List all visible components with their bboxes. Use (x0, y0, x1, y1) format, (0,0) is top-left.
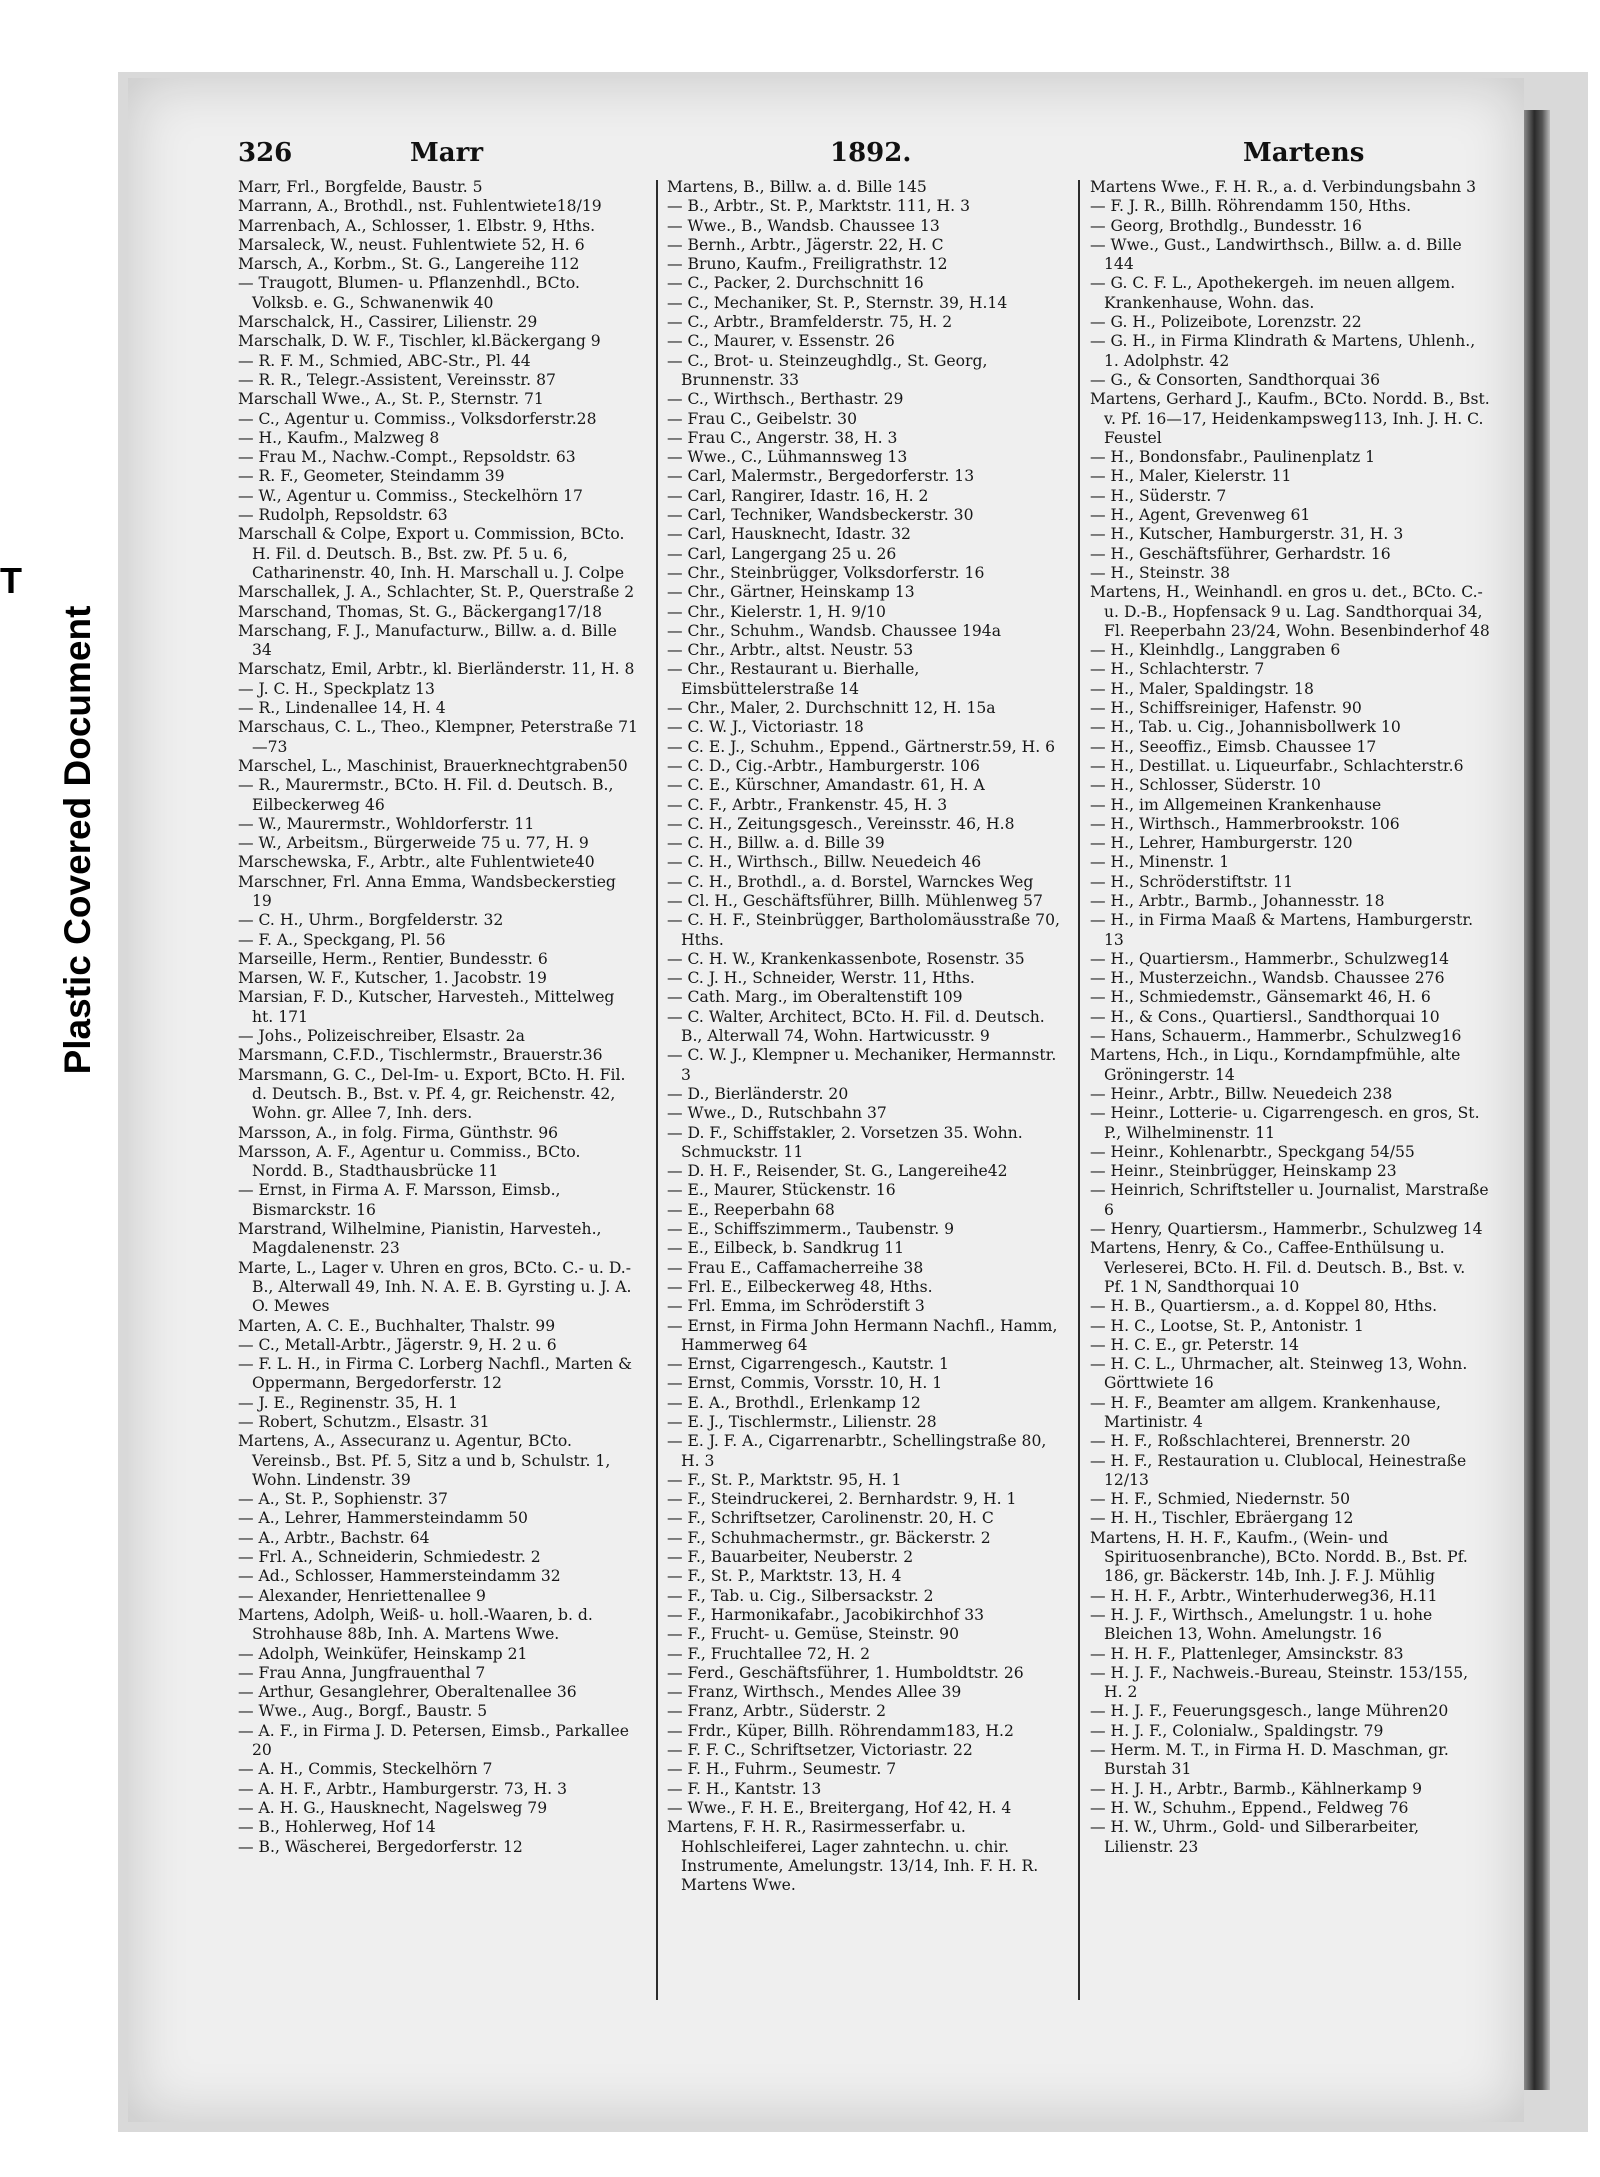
directory-entry: — Wwe., C., Lühmannsweg 13 (667, 448, 908, 467)
directory-entry: — D. F., Schiffstakler, 2. Vorsetzen 35. Wohn. Schmuckstr. 11 (667, 1123, 1023, 1161)
directory-entry: Martens, B., Billw. a. d. Bille 145 (667, 178, 927, 196)
directory-entry: — C. H., Zeitungsgesch., Vereinsstr. 46, H.8 (667, 814, 1015, 833)
directory-entry: — C., Packer, 2. Durchschnitt 16 (667, 274, 924, 293)
directory-entry: — C. D., Cig.-Arbtr., Hamburgerstr. 106 (667, 756, 980, 775)
directory-entry: — C., Agentur u. Commiss., Volksdorferstr.28 (238, 409, 597, 428)
column-rule (656, 180, 658, 2000)
directory-entry: — H., Schmiedemstr., Gänsemarkt 46, H. 6 (1090, 988, 1431, 1007)
directory-entry: Marrann, A., Brothdl., nst. Fuhlentwiete18/19 (238, 197, 602, 216)
directory-entry: — H. J. F., Colonialw., Spaldingstr. 79 (1090, 1721, 1384, 1740)
directory-entry: — A., Lehrer, Hammersteindamm 50 (238, 1509, 528, 1528)
directory-entry: — B., Hohlerweg, Hof 14 (238, 1818, 436, 1837)
directory-entry: — F., Harmonikafabr., Jacobikirchhof 33 (667, 1605, 985, 1624)
directory-entry: — Chr., Arbtr., altst. Neustr. 53 (667, 641, 914, 660)
directory-entry: Martens, A., Assecuranz u. Agentur, BCto. Vereinsb., Bst. Pf. 5, Sitz a und b, Schulstr. 1, Wohn. Lindenstr. 39 (238, 1432, 611, 1489)
directory-entry: — F., Frucht- u. Gemüse, Steinstr. 90 (667, 1625, 959, 1644)
directory-entry: — Carl, Langergang 25 u. 26 (667, 544, 897, 563)
directory-entry: — C., Maurer, v. Essenstr. 26 (667, 332, 895, 351)
directory-entry: — H., Tab. u. Cig., Johannisbollwerk 10 (1090, 718, 1401, 737)
directory-entry: — Cl. H., Geschäftsführer, Billh. Mühlenweg 57 (667, 891, 1043, 910)
directory-entry: Marschall Wwe., A., St. P., Sternstr. 71 (238, 390, 544, 409)
directory-entry: — Franz, Arbtr., Süderstr. 2 (667, 1702, 887, 1721)
directory-entry: — H., in Firma Maaß & Martens, Hamburgerstr. 13 (1090, 911, 1474, 949)
directory-entry: Marschall & Colpe, Export u. Commission, BCto. H. Fil. d. Deutsch. B., Bst. zw. Pf. 5 u. 6, Catharinenstr. 40, Inh. H. Marschall u. J. Colpe (238, 525, 625, 582)
directory-entry: — Franz, Wirthsch., Mendes Allee 39 (667, 1683, 962, 1702)
directory-entry: — C., Mechaniker, St. P., Sternstr. 39, H.14 (667, 293, 1008, 312)
directory-entry: — F., Fruchtallee 72, H. 2 (667, 1644, 871, 1663)
directory-entry: — A. H., Commis, Steckelhörn 7 (238, 1760, 493, 1779)
directory-entry: — C. J. H., Schneider, Werstr. 11, Hths. (667, 969, 975, 988)
directory-column-2 (667, 178, 1067, 1895)
directory-entry: — E., Eilbeck, b. Sandkrug 11 (667, 1239, 905, 1258)
directory-entry: — H., Schiffsreiniger, Hafenstr. 90 (1090, 699, 1362, 718)
directory-entry: — G. H., Polizeibote, Lorenzstr. 22 (1090, 313, 1362, 332)
directory-entry: — G. C. F. L., Apothekergeh. im neuen allgem. Krankenhause, Wohn. das. (1090, 274, 1456, 312)
directory-entry: — A., St. P., Sophienstr. 37 (238, 1490, 448, 1509)
directory-entry: Martens, F. H. R., Rasirmesserfabr. u. Hohlschleiferei, Lager zahntechn. u. chir. Instrumente, Amelungstr. 13/14, Inh. F. H. R. Martens Wwe. (667, 1818, 1039, 1895)
directory-entry: — Chr., Maler, 2. Durchschnitt 12, H. 15a (667, 699, 996, 718)
directory-entry: — F. H., Kantstr. 13 (667, 1779, 822, 1798)
directory-entry: — H. J. F., Feuerungsgesch., lange Mühren20 (1090, 1702, 1449, 1721)
directory-entry: — Chr., Schuhm., Wandsb. Chaussee 194a (667, 621, 1002, 640)
directory-entry: — A., Arbtr., Bachstr. 64 (238, 1528, 430, 1547)
directory-entry: — Alexander, Henriettenallee 9 (238, 1586, 486, 1605)
directory-entry: Marsaleck, W., neust. Fuhlentwiete 52, H. 6 (238, 235, 585, 254)
directory-entry: — H., Kleinhdlg., Langgraben 6 (1090, 641, 1341, 660)
column-rule (1078, 180, 1080, 2000)
directory-entry: Martens, H., Weinhandl. en gros u. det., BCto. C.- u. D.-B., Hopfensack 9 u. Lag. Sandthorquai 34, Fl. Reeperbahn 23/24, Wohn. Besenbinderhof 48 (1090, 583, 1490, 640)
directory-entry: — Frl. E., Eilbeckerweg 48, Hths. (667, 1277, 933, 1296)
directory-entry: — H., Kutscher, Hamburgerstr. 31, H. 3 (1090, 525, 1404, 544)
directory-entry: — C. W. J., Klempner u. Mechaniker, Hermannstr. 3 (667, 1046, 1057, 1084)
directory-entry: — C. H., Wirthsch., Billw. Neuedeich 46 (667, 853, 982, 872)
directory-entry: Marschel, L., Maschinist, Brauerknechtgraben50 (238, 756, 628, 775)
header-last-keyword: Martens (1243, 138, 1365, 168)
directory-entry: — H. B., Quartiersm., a. d. Koppel 80, Hths. (1090, 1297, 1438, 1316)
directory-entry: Marsson, A., in folg. Firma, Günthstr. 96 (238, 1123, 559, 1142)
directory-entry: — W., Agentur u. Commiss., Steckelhörn 17 (238, 486, 583, 505)
directory-entry: Marsson, A. F., Agentur u. Commiss., BCto. Nordd. B., Stadthausbrücke 11 (238, 1142, 581, 1181)
directory-entry: — H., Geschäftsführer, Gerhardstr. 16 (1090, 544, 1391, 563)
directory-entry: — H., Schlosser, Süderstr. 10 (1090, 776, 1321, 795)
directory-entry: — Hans, Schauerm., Hammerbr., Schulzweg16 (1090, 1027, 1462, 1046)
directory-entry: — Carl, Malermstr., Bergedorferstr. 13 (667, 467, 975, 486)
directory-entry: — H., Minenstr. 1 (1090, 853, 1230, 872)
directory-entry: — F., Schuhmachermstr., gr. Bäckerstr. 2 (667, 1528, 991, 1547)
directory-entry: — A. H. F., Arbtr., Hamburgerstr. 73, H. 3 (238, 1779, 568, 1798)
directory-entry: — H. C. L., Uhrmacher, alt. Steinweg 13, Wohn. Görttwiete 16 (1090, 1355, 1468, 1393)
directory-entry: — Rudolph, Repsoldstr. 63 (238, 506, 448, 525)
directory-entry: — H. C., Lootse, St. P., Antonistr. 1 (1090, 1316, 1364, 1335)
directory-entry: — Carl, Hausknecht, Idastr. 32 (667, 525, 911, 544)
directory-entry: — F., Bauarbeiter, Neuberstr. 2 (667, 1548, 914, 1567)
directory-entry: — C., Wirthsch., Berthastr. 29 (667, 390, 904, 409)
directory-entry: — R. R., Telegr.-Assistent, Vereinsstr. 87 (238, 370, 556, 389)
directory-entry: — Adolph, Weinküfer, Heinskamp 21 (238, 1644, 528, 1663)
directory-entry: — Wwe., F. H. E., Breitergang, Hof 42, H. 4 (667, 1798, 1012, 1817)
directory-entry: — Georg, Brothdlg., Bundesstr. 16 (1090, 216, 1362, 235)
directory-entry: — Herm. M. T., in Firma H. D. Maschman, gr. Burstah 31 (1090, 1741, 1449, 1779)
directory-entry: Marschalk, D. W. F., Tischler, kl.Bäckergang 9 (238, 332, 601, 351)
directory-entry: — H. F., Roßschlachterei, Brennerstr. 20 (1090, 1432, 1411, 1451)
directory-entry: — H., im Allgemeinen Krankenhause (1090, 795, 1382, 814)
directory-entry: — R., Maurermstr., BCto. H. Fil. d. Deutsch. B., Eilbeckerweg 46 (238, 776, 614, 814)
plastic-covered-label-text: Plastic Covered Document (57, 605, 98, 1075)
plastic-covered-label (28, 560, 128, 1120)
directory-entry: — F., St. P., Marktstr. 95, H. 1 (667, 1470, 902, 1489)
directory-entry: — H. W., Uhrm., Gold- und Silberarbeiter, Lilienstr. 23 (1090, 1818, 1420, 1856)
directory-entry: — H., Kaufm., Malzweg 8 (238, 428, 440, 447)
directory-entry: — H., Wirthsch., Hammerbrookstr. 106 (1090, 814, 1400, 833)
directory-entry: — E. J. F. A., Cigarrenarbtr., Schellingstraße 80, H. 3 (667, 1432, 1047, 1470)
directory-entry: — C. E. J., Schuhm., Eppend., Gärtnerstr.59, H. 6 (667, 737, 1056, 756)
directory-entry: Marschner, Frl. Anna Emma, Wandsbeckerstieg 19 (238, 872, 616, 910)
directory-entry: — Chr., Steinbrügger, Volksdorferstr. 16 (667, 563, 985, 582)
directory-entry: — E., Reeperbahn 68 (667, 1200, 835, 1219)
directory-entry: — Ernst, in Firma A. F. Marsson, Eimsb., Bismarckstr. 16 (238, 1181, 561, 1219)
directory-entry: — Frau E., Caffamacherreihe 38 (667, 1258, 924, 1277)
directory-entry: — C. H. F., Steinbrügger, Bartholomäusstraße 70, Hths. (667, 911, 1060, 949)
directory-entry: — H., Schröderstiftstr. 11 (1090, 872, 1294, 891)
directory-entry: — C. H. W., Krankenkassenbote, Rosenstr. 35 (667, 949, 1025, 968)
directory-entry: — G. H., in Firma Klindrath & Martens, Uhlenh., 1. Adolphstr. 42 (1090, 332, 1476, 370)
directory-entry: — B., Wäscherei, Bergedorferstr. 12 (238, 1837, 523, 1856)
directory-entry: — Frl. A., Schneiderin, Schmiedestr. 2 (238, 1548, 541, 1567)
header-year: 1892. (830, 138, 912, 168)
directory-entry: — C., Brot- u. Steinzeughdlg., St. Georg, Brunnenstr. 33 (667, 351, 988, 389)
directory-entry: — R., Lindenallee 14, H. 4 (238, 699, 446, 718)
directory-entry: — F. A., Speckgang, Pl. 56 (238, 930, 446, 949)
directory-entry: — Johs., Polizeischreiber, Elsastr. 2a (238, 1027, 525, 1046)
directory-entry: — H., Schlachterstr. 7 (1090, 660, 1265, 679)
directory-entry: — H., Musterzeichn., Wandsb. Chaussee 276 (1090, 969, 1445, 988)
directory-entry: — F. H., Fuhrm., Seumestr. 7 (667, 1760, 897, 1779)
directory-entry: — Carl, Rangirer, Idastr. 16, H. 2 (667, 486, 929, 505)
directory-entry: Marschand, Thomas, St. G., Bäckergang17/18 (238, 602, 603, 621)
directory-entry: — H., Steinstr. 38 (1090, 563, 1230, 582)
directory-entry: — Chr., Restaurant u. Bierhalle, Eimsbüttelerstraße 14 (667, 660, 920, 698)
directory-entry: — H., Lehrer, Hamburgerstr. 120 (1090, 834, 1353, 853)
directory-entry: — H., Seeoffiz., Eimsb. Chaussee 17 (1090, 737, 1377, 756)
directory-entry: Marr, Frl., Borgfelde, Baustr. 5 (238, 178, 483, 196)
directory-entry: — H. F., Beamter am allgem. Krankenhause, Martinistr. 4 (1090, 1393, 1441, 1431)
directory-entry: — Bernh., Arbtr., Jägerstr. 22, H. C (667, 235, 944, 254)
directory-entry: Marschang, F. J., Manufacturw., Billw. a. d. Bille 34 (238, 621, 617, 660)
directory-entry: Marschallek, J. A., Schlachter, St. P., Querstraße 2 (238, 583, 635, 602)
directory-entry: Marseille, Herm., Rentier, Bundesstr. 6 (238, 949, 548, 968)
directory-entry: — H., Agent, Grevenweg 61 (1090, 506, 1311, 525)
directory-entry: Marstrand, Wilhelmine, Pianistin, Harvesteh., Magdalenenstr. 23 (238, 1220, 602, 1258)
directory-entry: — J. C. H., Speckplatz 13 (238, 679, 435, 698)
directory-entry: Marsch, A., Korbm., St. G., Langereihe 112 (238, 255, 580, 274)
directory-entry: — Heinrich, Schriftsteller u. Journalist, Marstraße 6 (1090, 1181, 1489, 1219)
directory-entry: — Frau C., Geibelstr. 30 (667, 409, 858, 428)
directory-entry: — Cath. Marg., im Oberaltenstift 109 (667, 988, 963, 1007)
directory-entry: — F., Schriftsetzer, Carolinenstr. 20, H. C (667, 1509, 994, 1528)
directory-entry: — H., Maler, Kielerstr. 11 (1090, 467, 1292, 486)
directory-entry: — Ad., Schlosser, Hammersteindamm 32 (238, 1567, 561, 1586)
directory-entry: Marte, L., Lager v. Uhren en gros, BCto. C.- u. D.-B., Alterwall 49, Inh. N. A. E. B. Gyrsting u. J. A. O. Mewes (238, 1258, 632, 1316)
page-edge (1524, 110, 1550, 2090)
directory-entry: — C. H., Uhrm., Borgfelderstr. 32 (238, 911, 504, 930)
directory-entry: — Traugott, Blumen- u. Pflanzenhdl., BCto. Volksb. e. G., Schwanenwik 40 (238, 274, 580, 312)
directory-entry: — J. E., Reginenstr. 35, H. 1 (238, 1393, 459, 1412)
directory-entry: Marten, A. C. E., Buchhalter, Thalstr. 99 (238, 1316, 556, 1335)
directory-entry: — E. J., Tischlermstr., Lilienstr. 28 (667, 1413, 937, 1431)
directory-entry: — C. W. J., Victoriastr. 18 (667, 718, 864, 737)
directory-entry: — H. C. E., gr. Peterstr. 14 (1090, 1335, 1299, 1354)
directory-entry: — Frl. Emma, im Schröderstift 3 (667, 1297, 925, 1316)
directory-entry: — Ernst, Commis, Vorsstr. 10, H. 1 (667, 1374, 943, 1393)
directory-entry: — C., Metall-Arbtr., Jägerstr. 9, H. 2 u. 6 (238, 1335, 557, 1354)
directory-entry: — F., St. P., Marktstr. 13, H. 4 (667, 1567, 902, 1586)
directory-entry: — C. Walter, Architect, BCto. H. Fil. d. Deutsch. B., Alterwall 74, Wohn. Hartwicusstr. 9 (667, 1007, 1045, 1046)
directory-entry: — F. F. C., Schriftsetzer, Victoriastr. 22 (667, 1741, 973, 1760)
directory-entry: Marrenbach, A., Schlosser, 1. Elbstr. 9, Hths. (238, 216, 596, 235)
directory-entry: Marsmann, C.F.D., Tischlermstr., Brauerstr.36 (238, 1046, 603, 1065)
directory-entry: — F., Tab. u. Cig., Silbersackstr. 2 (667, 1586, 934, 1605)
directory-entry: Martens, Gerhard J., Kaufm., BCto. Nordd. B., Bst. v. Pf. 16—17, Heidenkampsweg113, Inh. J. H. C. Feustel (1090, 390, 1490, 447)
directory-entry: Marsian, F. D., Kutscher, Harvesteh., Mittelweg ht. 171 (238, 988, 615, 1026)
directory-entry: — C. E., Kürschner, Amandastr. 61, H. A (667, 776, 985, 795)
directory-entry: — G., & Consorten, Sandthorquai 36 (1090, 370, 1381, 389)
directory-entry: — A. H. G., Hausknecht, Nagelsweg 79 (238, 1798, 548, 1817)
directory-entry: — F., Steindruckerei, 2. Bernhardstr. 9, H. 1 (667, 1490, 1017, 1509)
directory-entry: — H. W., Schuhm., Eppend., Feldweg 76 (1090, 1798, 1409, 1817)
directory-entry: Martens, Henry, & Co., Caffee-Enthülsung u. Verleserei, BCto. H. Fil. d. Deutsch. B., Bst. v. Pf. 1 N, Sandthorquai 10 (1090, 1239, 1466, 1296)
directory-entry: Marschalck, H., Cassirer, Lilienstr. 29 (238, 313, 538, 332)
directory-entry: — F. L. H., in Firma C. Lorberg Nachfl., Marten & Oppermann, Bergedorferstr. 12 (238, 1355, 633, 1393)
directory-column-3 (1090, 178, 1490, 1857)
directory-entry: — Ernst, in Firma John Hermann Nachfl., Hamm, Hammerweg 64 (667, 1316, 1058, 1354)
directory-entry: — Heinr., Kohlenarbtr., Speckgang 54/55 (1090, 1142, 1415, 1161)
page-header (238, 138, 1388, 178)
directory-entry: — H. F., Schmied, Niedernstr. 50 (1090, 1490, 1351, 1509)
directory-entry: — H. H. F., Plattenleger, Amsinckstr. 83 (1090, 1644, 1404, 1663)
directory-entry: Martens, H. H. F., Kaufm., (Wein- und Spirituosenbranche), BCto. Nordd. B., Bst. Pf. 186, gr. Bäckerstr. 14b, Inh. J. F. J. Mühlig (1090, 1528, 1468, 1586)
directory-entry: Martens, Adolph, Weiß- u. holl.-Waaren, b. d. Strohhause 88b, Inh. A. Martens Wwe. (238, 1605, 593, 1644)
directory-entry: Martens, Hch., in Liqu., Korndampfmühle, alte Gröningerstr. 14 (1090, 1046, 1461, 1084)
directory-entry: — R. F. M., Schmied, ABC-Str., Pl. 44 (238, 351, 531, 370)
directory-entry: — Arthur, Gesanglehrer, Oberaltenallee 36 (238, 1683, 577, 1702)
directory-entry: — H. J. F., Nachweis.-Bureau, Steinstr. 153/155, H. 2 (1090, 1663, 1469, 1702)
directory-entry: — W., Maurermstr., Wohldorferstr. 11 (238, 814, 535, 833)
directory-entry: — D., Bierländerstr. 20 (667, 1084, 849, 1103)
directory-entry: — E., Maurer, Stückenstr. 16 (667, 1181, 896, 1200)
directory-entry: — Heinr., Lotterie- u. Cigarrengesch. en gros, St. P., Wilhelminenstr. 11 (1090, 1104, 1480, 1142)
directory-entry: — Wwe., D., Rutschbahn 37 (667, 1104, 887, 1123)
directory-entry: — Wwe., Gust., Landwirthsch., Billw. a. d. Bille 144 (1090, 235, 1462, 274)
directory-entry: — Bruno, Kaufm., Freiligrathstr. 12 (667, 255, 948, 274)
directory-entry: — A. F., in Firma J. D. Petersen, Eimsb., Parkallee 20 (238, 1721, 629, 1760)
directory-entry: — C., Arbtr., Bramfelderstr. 75, H. 2 (667, 313, 953, 332)
directory-entry: — H. J. H., Arbtr., Barmb., Kählnerkamp 9 (1090, 1779, 1423, 1798)
directory-entry: Marschaus, C. L., Theo., Klempner, Peterstraße 71—73 (238, 718, 638, 756)
directory-entry: — H., Arbtr., Barmb., Johannesstr. 18 (1090, 891, 1385, 910)
directory-entry: — Heinr., Arbtr., Billw. Neuedeich 238 (1090, 1084, 1393, 1103)
directory-entry: — Frau M., Nachw.-Compt., Repsoldstr. 63 (238, 448, 576, 467)
header-first-keyword: Marr (410, 138, 484, 168)
directory-entry: Marschatz, Emil, Arbtr., kl. Bierländerstr. 11, H. 8 (238, 660, 635, 679)
directory-entry: — W., Arbeitsm., Bürgerweide 75 u. 77, H. 9 (238, 834, 589, 853)
directory-entry: — E. A., Brothdl., Erlenkamp 12 (667, 1393, 921, 1412)
directory-entry: — Robert, Schutzm., Elsastr. 31 (238, 1413, 490, 1431)
directory-entry: Marsen, W. F., Kutscher, 1. Jacobstr. 19 (238, 969, 547, 988)
directory-entry: — Chr., Gärtner, Heinskamp 13 (667, 583, 915, 602)
directory-entry: — Wwe., B., Wandsb. Chaussee 13 (667, 216, 940, 235)
directory-entry: Marsmann, G. C., Del-Im- u. Export, BCto. H. Fil. d. Deutsch. B., Bst. v. Pf. 4, gr. Reichenstr. 42, Wohn. gr. Allee 7, Inh. ders. (238, 1065, 626, 1123)
directory-entry: Marschewska, F., Arbtr., alte Fuhlentwiete40 (238, 853, 595, 872)
directory-entry: — F. J. R., Billh. Röhrendamm 150, Hths. (1090, 197, 1412, 216)
directory-entry: — Wwe., Aug., Borgf., Baustr. 5 (238, 1702, 488, 1721)
directory-entry: — H. J. F., Wirthsch., Amelungstr. 1 u. hohe Bleichen 13, Wohn. Amelungstr. 16 (1090, 1605, 1433, 1644)
directory-entry: — Ernst, Cigarrengesch., Kautstr. 1 (667, 1355, 949, 1374)
directory-entry: — H., Süderstr. 7 (1090, 486, 1227, 505)
directory-entry: — Frau C., Angerstr. 38, H. 3 (667, 428, 898, 447)
directory-entry: — H., Destillat. u. Liqueurfabr., Schlachterstr.6 (1090, 756, 1464, 775)
directory-entry: — Chr., Kielerstr. 1, H. 9/10 (667, 602, 886, 621)
directory-column-1 (238, 178, 638, 1857)
sidebar-cut-text: T (0, 560, 22, 601)
directory-entry: — D. H. F., Reisender, St. G., Langereihe42 (667, 1162, 1008, 1181)
directory-entry: — H. H., Tischler, Ebräergang 12 (1090, 1509, 1354, 1528)
directory-entry: — H. F., Restauration u. Clublocal, Heinestraße 12/13 (1090, 1451, 1467, 1489)
directory-entry: — Ferd., Geschäftsführer, 1. Humboldtstr. 26 (667, 1663, 1024, 1682)
directory-entry: — H., Maler, Spaldingstr. 18 (1090, 679, 1314, 698)
directory-entry: — H., & Cons., Quartiersl., Sandthorquai 10 (1090, 1007, 1440, 1026)
directory-entry: — Frau Anna, Jungfrauenthal 7 (238, 1663, 486, 1682)
directory-entry: — Heinr., Steinbrügger, Heinskamp 23 (1090, 1162, 1397, 1181)
directory-entry: — E., Schiffszimmerm., Taubenstr. 9 (667, 1220, 955, 1239)
directory-entry: — Frdr., Küper, Billh. Röhrendamm183, H.2 (667, 1721, 1014, 1740)
page-number: 326 (238, 138, 293, 168)
directory-entry: Martens Wwe., F. H. R., a. d. Verbindungsbahn 3 (1090, 178, 1477, 196)
directory-entry: — C. H., Brothdl., a. d. Borstel, Warnckes Weg (667, 872, 1034, 891)
directory-entry: — H., Quartiersm., Hammerbr., Schulzweg14 (1090, 949, 1450, 968)
directory-entry: — C. H., Billw. a. d. Bille 39 (667, 834, 885, 853)
directory-entry: — B., Arbtr., St. P., Marktstr. 111, H. 3 (667, 197, 970, 216)
directory-entry: — Carl, Techniker, Wandsbeckerstr. 30 (667, 506, 974, 525)
directory-entry: — Henry, Quartiersm., Hammerbr., Schulzweg 14 (1090, 1220, 1483, 1239)
directory-entry: — R. F., Geometer, Steindamm 39 (238, 467, 505, 486)
directory-entry: — H. H. F., Arbtr., Winterhuderweg36, H.11 (1090, 1586, 1438, 1605)
directory-entry: — H., Bondonsfabr., Paulinenplatz 1 (1090, 448, 1376, 467)
directory-entry: — C. F., Arbtr., Frankenstr. 45, H. 3 (667, 795, 948, 814)
